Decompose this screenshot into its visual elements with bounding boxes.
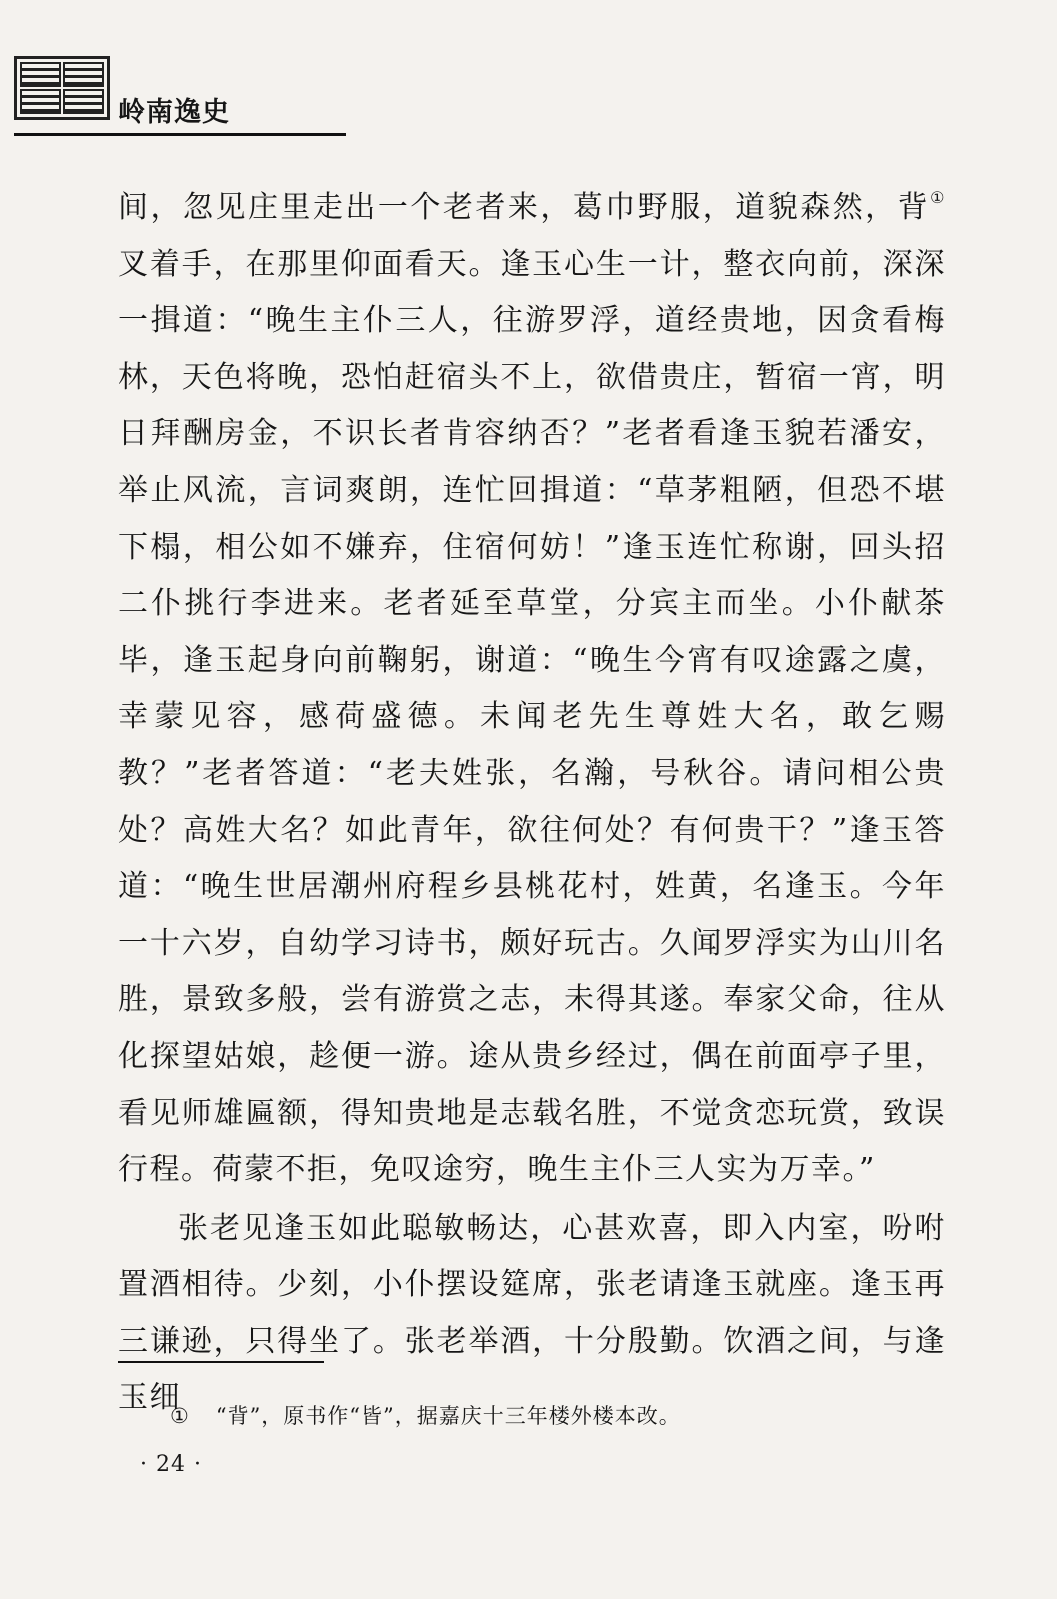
paragraph-1 — [118, 170, 946, 1199]
footnote-reference[interactable]: ① — [930, 188, 946, 207]
running-header-title: 岭南逸史 — [118, 97, 230, 128]
footnote-marker: ① — [170, 1404, 190, 1428]
paragraph-1-part-b: 叉着手，在那里仰面看天。逢玉心生一计，整衣向前，深深一揖道：“晚生主仆三人，往游罗浮，道经贵地，因贪看梅林，天色将晚，恐怕赶宿头不上，欲借贵庄，暂宿一宵，明日拜酬房金，不识长者肯容纳否？”老者看逢玉貌若潘安，举止风流，言词爽朗，连忙回揖道：“草茅粗陋，但恐不堪下榻，相公如不嫌弃，住宿何妨！”逢玉连忙称谢，回头招二仆挑行李进来。老者延至草堂，分宾主而坐。小仆献茶毕，逢玉起身向前鞠躬，谢道：“晚生今宵有叹途露之虞，幸蒙见容，感荷盛德。未闻老先生尊姓大名，敢乞赐教？”老者答道：“老夫姓张，名瀚，号秋谷。请问相公贵处？高姓大名？如此青年，欲往何处？有何贵干？”逢玉答道：“晚生世居潮州府程乡县桃花村，姓黄，名逢玉。今年一十六岁，自幼学习诗书，颇好玩古。久闻罗浮实为山川名胜，景致多般，尝有游赏之志，未得其遂。奉家父命，往从化探望姑娘，趁便一游。途从贵乡经过，偶在前面亭子里，看见师雄匾额，得知贵地是志载名胜，不觉贪恋玩赏，致误行程。荷蒙不拒，免叹途穷，晚生主仆三人实为万幸。” — [118, 246, 946, 1188]
seal-logo — [14, 56, 110, 120]
paragraph-2: 张老见逢玉如此聪敏畅达，心甚欢喜，即入内室，吩咐置酒相待。少刻，小仆摆设筵席，张老请逢玉就座。逢玉再三谦逊，只得坐了。张老举酒，十分殷勤。饮酒之间，与逢玉细 — [118, 1210, 946, 1416]
header-rule — [14, 133, 346, 136]
paragraph-1-part-a: 间，忽见庄里走出一个老者来，葛巾野服，道貌森然，背 — [118, 190, 931, 225]
footnote — [170, 1400, 681, 1430]
footnote-text: “背”，原书作“皆”，据嘉庆十三年楼外楼本改。 — [215, 1404, 681, 1428]
main-text — [118, 170, 946, 1427]
page-number: · 24 · — [140, 1452, 202, 1477]
footnote-rule — [118, 1361, 324, 1363]
